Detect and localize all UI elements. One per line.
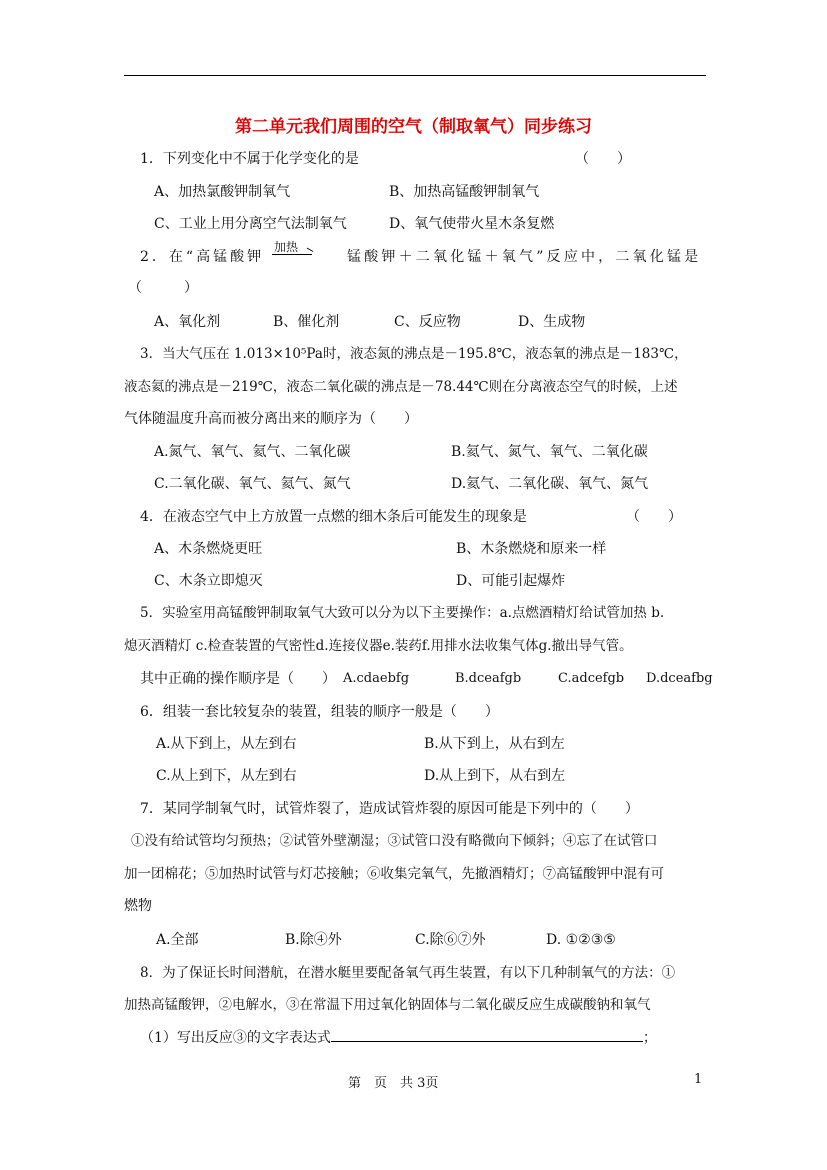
page-title: 第二单元我们周围的空气（制取氧气）同步练习 [235, 117, 592, 137]
q6-option-a: A.从下到上，从左到右 [156, 736, 297, 752]
q7-option-c: C.除⑥⑦外 [415, 932, 486, 948]
q8-sub-question-1-end: ； [642, 1030, 657, 1046]
q8-sub-question-1 [140, 1029, 657, 1047]
q4-option-a: A、木条燃烧更旺 [154, 541, 263, 557]
q7-line-3: 燃物 [124, 898, 152, 914]
q6-option-d: D.从上到下，从右到左 [424, 768, 566, 784]
q6-stem: 6．组装一套比较复杂的装置，组装的顺序一般是（ ） [140, 704, 499, 720]
q5-option-c: C.adcefgb [558, 671, 625, 686]
q2-reaction-arrow [272, 254, 312, 255]
q2-option-b: B、催化剂 [273, 314, 340, 330]
q1-stem: 1．下列变化中不属于化学变化的是 [140, 151, 359, 167]
q2-option-c: C、反应物 [394, 314, 461, 330]
q1-option-b: B、加热高锰酸钾制氧气 [389, 184, 540, 200]
q4-option-b: B、木条燃烧和原来一样 [456, 541, 607, 557]
q2-stem-pre: 2．在“高锰酸钾 [140, 249, 265, 265]
q3-option-c: C.二氧化碳、氧气、氦气、氮气 [154, 476, 351, 492]
q5-line-2: 熄灭酒精灯 c.检查装置的气密性d.连接仪器e.装药f.用排水法收集气体g.撤出导气管。 [124, 638, 633, 654]
q8-sub-question-1-text: （1）写出反应③的文字表达式 [140, 1030, 331, 1046]
q7-option-a: A.全部 [156, 932, 199, 948]
q3-option-d: D.氦气、二氧化碳、氧气、氮气 [451, 476, 649, 492]
q2-stem-post: 锰酸钾＋二氧化锰＋氧气”反应中，二氧化锰是 [347, 249, 702, 265]
q6-option-c: C.从上到下，从左到右 [156, 768, 297, 784]
q7-stem: 7．某同学制氧气时，试管炸裂了，造成试管炸裂的原因可能是下列中的（ ） [140, 801, 639, 817]
q7-line-1: ①没有给试管均匀预热；②试管外壁潮湿；③试管口没有略微向下倾斜；④忘了在试管口 [131, 833, 658, 849]
q1-option-d: D、氧气使带火星木条复燃 [389, 216, 555, 232]
q5-option-b: B.dceafgb [455, 671, 522, 686]
q7-option-b: B.除④外 [285, 932, 342, 948]
q7-line-2: 加一团棉花；⑤加热时试管与灯芯接触；⑥收集完氧气，先撤酒精灯；⑦高锰酸钾中混有可 [124, 866, 664, 882]
q1-option-a: A、加热氯酸钾制氧气 [154, 184, 291, 200]
q1-answer-paren: （ ） [575, 151, 631, 167]
q4-option-c: C、木条立即熄灭 [154, 573, 263, 589]
q3-option-a: A.氮气、氧气、氦气、二氧化碳 [154, 444, 351, 460]
page-footer-text: 第 页 共 3页 [348, 1076, 439, 1091]
q2-option-d: D、生成物 [518, 314, 586, 330]
q3-line-3: 气体随温度升高而被分离出来的顺序为（ ） [124, 411, 418, 427]
q4-stem: 4．在液态空气中上方放置一点燃的细木条后可能发生的现象是 [140, 509, 527, 525]
answer-blank-line [331, 1029, 643, 1042]
q5-line-1: 5．实验室用高锰酸钾制取氧气大致可以分为以下主要操作：a.点燃酒精灯给试管加热 b. [140, 605, 665, 621]
q3-line-2: 液态氦的沸点是－219℃，液态二氧化碳的沸点是－78.44℃则在分离液态空气的时候，上述 [124, 379, 678, 395]
q8-line-2: 加热高锰酸钾，②电解水，③在常温下用过氧化钠固体与二氧化碳反应生成碳酸钠和氧气 [124, 997, 651, 1013]
page-number: 1 [694, 1072, 703, 1087]
q1-option-c: C、工业上用分离空气法制氧气 [154, 216, 347, 232]
q2-reaction-condition: 加热 [274, 240, 299, 254]
q8-line-1: 8．为了保证长时间潜航，在潜水艇里要配备氧气再生装置，有以下几种制氧气的方法：① [140, 965, 676, 981]
q5-option-d: D.dceafbg [646, 671, 713, 686]
q4-option-d: D、可能引起爆炸 [456, 573, 566, 589]
q5-line-3: 其中正确的操作顺序是（ ） [140, 671, 336, 687]
q4-answer-paren: （ ） [626, 509, 682, 525]
header-rule [124, 75, 706, 76]
q2-option-a: A、氧化剂 [154, 314, 221, 330]
q6-option-b: B.从下到上，从右到左 [424, 736, 565, 752]
q3-line-1: 3．当大气压在 1.013×10⁵Pa时，液态氮的沸点是－195.8℃，液态氧的沸点是－183℃， [140, 346, 688, 362]
q5-option-a: A.cdaebfg [343, 671, 410, 686]
q3-option-b: B.氦气、氮气、氧气、二氧化碳 [451, 444, 648, 460]
q2-answer-paren: （ ） [128, 280, 198, 296]
q7-option-d: D. ①②③⑤ [546, 932, 616, 948]
